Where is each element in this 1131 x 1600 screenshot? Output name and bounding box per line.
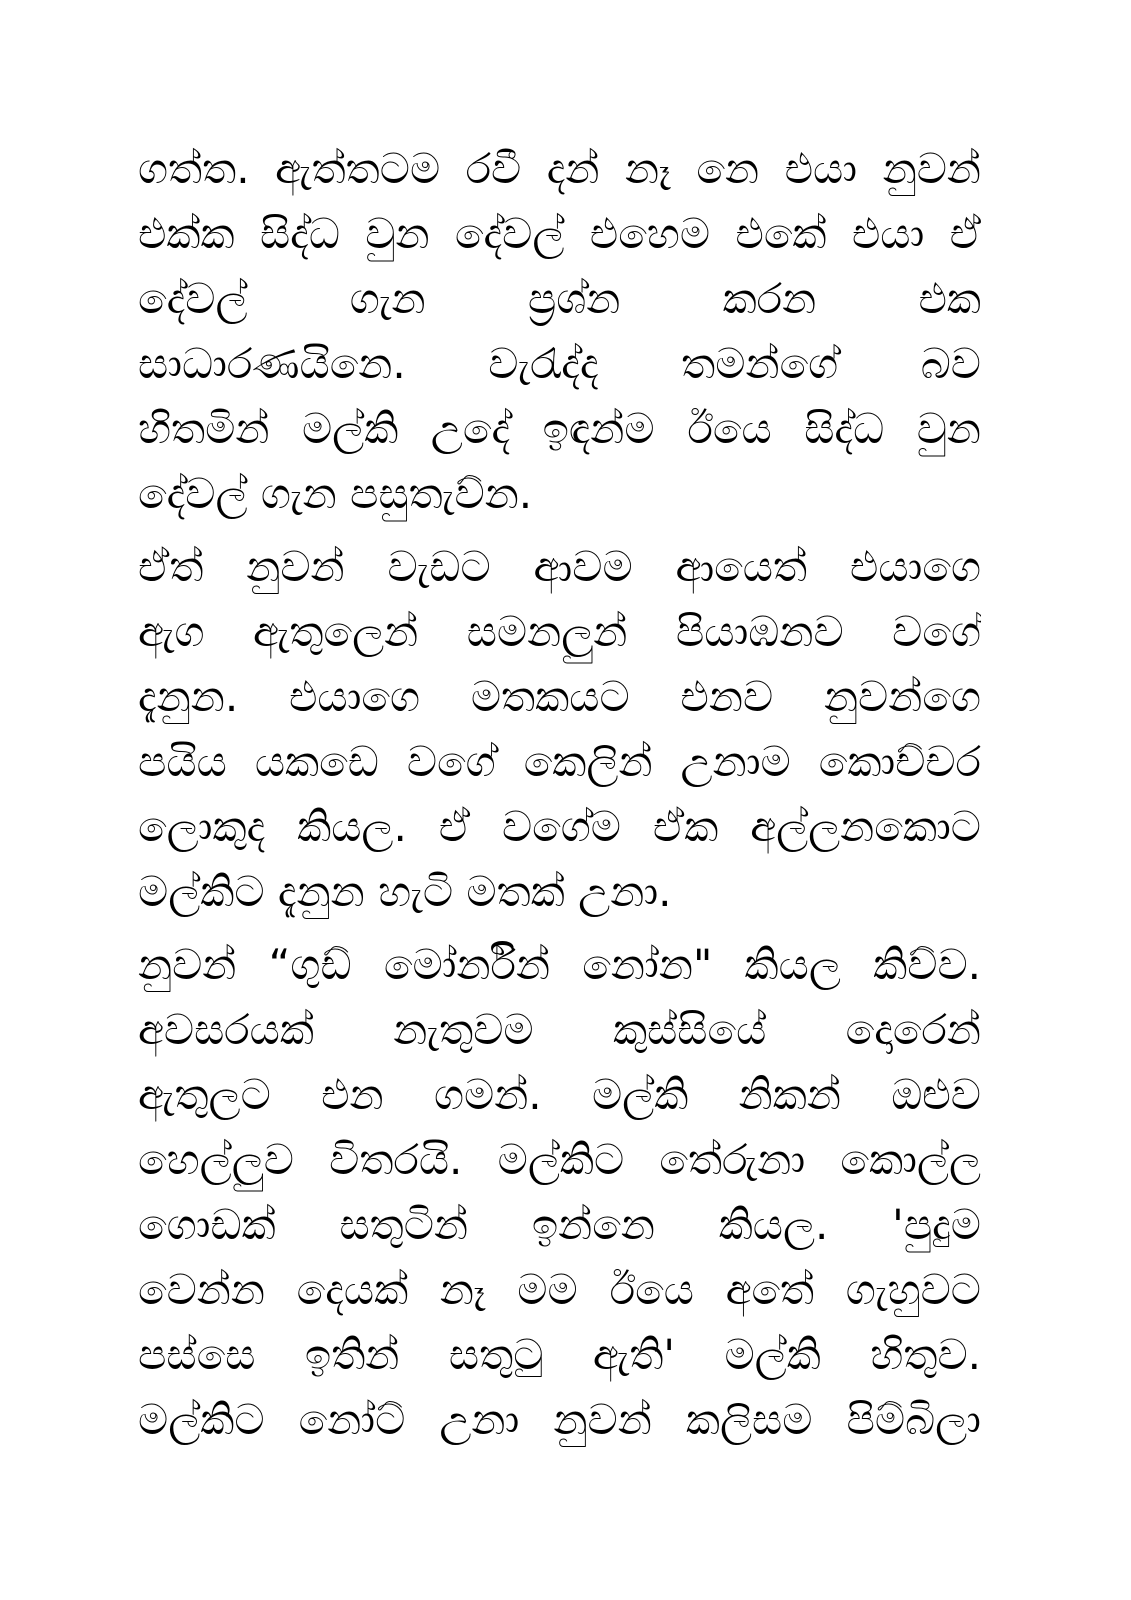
paragraph-1 <box>138 136 981 526</box>
text-line: මල්කිට නෝට් උනා නුවන් කලිසම පිම්බිලා <box>138 1395 981 1444</box>
text-line: හිතමින් මල්කි උදේ ඉඳන්ම ඊයෙ සිද්ධ වුන <box>138 404 981 453</box>
text-line: දේවල් ගැන පසුතැව්න. <box>138 469 533 518</box>
text-line: ඇතුලට එන ගමන්. මල්කි නිකන් ඔළුව <box>138 1070 981 1119</box>
text-line: මල්කිට දැනුන හැටි මතක් උනා. <box>138 867 672 916</box>
text-line: දේවල් ගැන ප්‍රශ්න කරන එක <box>138 274 981 323</box>
text-line: දැනුන. එයාගෙ මතකයට එනව නුවන්ගෙ <box>138 672 981 721</box>
text-line: ඇග ඇතුලෙන් සමනලුන් පියාඹනව වගේ <box>138 607 981 656</box>
paragraph-3 <box>138 932 981 1452</box>
text-line: ගත්ත. ඇත්තටම රවී දන් නෑ නෙ එයා නුවන් <box>138 144 981 193</box>
text-line: ගොඩක් සතුටින් ඉන්නෙ කියල. 'පුදුම <box>138 1200 981 1249</box>
text-line: එක්ක සිද්ධ වුන දේවල් එහෙම එකේ එයා ඒ <box>138 209 981 258</box>
text-line: වෙන්න දෙයක් නෑ මම ඊයෙ අතේ ගැහුවට <box>138 1265 981 1314</box>
text-line: හෙල්ලුව විතරයි. මල්කිට තේරුනා කොල්ල <box>138 1135 981 1184</box>
text-line: නුවන් “ගුඩ් මෝර්නින් නෝන" කියල කිව්ව. <box>138 940 981 989</box>
text-line: අවසරයක් නැතුවම කුස්සියේ දොරෙන් <box>138 1005 981 1054</box>
text-line: සාධාරණයිනෙ. වැරැද්ද තමන්ගේ බව <box>138 339 981 388</box>
text-line: පයිය යකඩෙ වගේ කෙලින් උනාම කොච්චර <box>138 737 981 786</box>
text-line: පස්සෙ ඉතින් සතුටු ඇති' මල්කි හිතුව. <box>138 1330 981 1379</box>
text-line: ලොකුද කියල. ඒ වගේම ඒක අල්ලනකොට <box>138 802 981 851</box>
paragraph-2 <box>138 534 981 924</box>
text-line: ඒත් නුවන් වැඩට ආවම ආයෙත් එයාගෙ <box>138 542 981 591</box>
